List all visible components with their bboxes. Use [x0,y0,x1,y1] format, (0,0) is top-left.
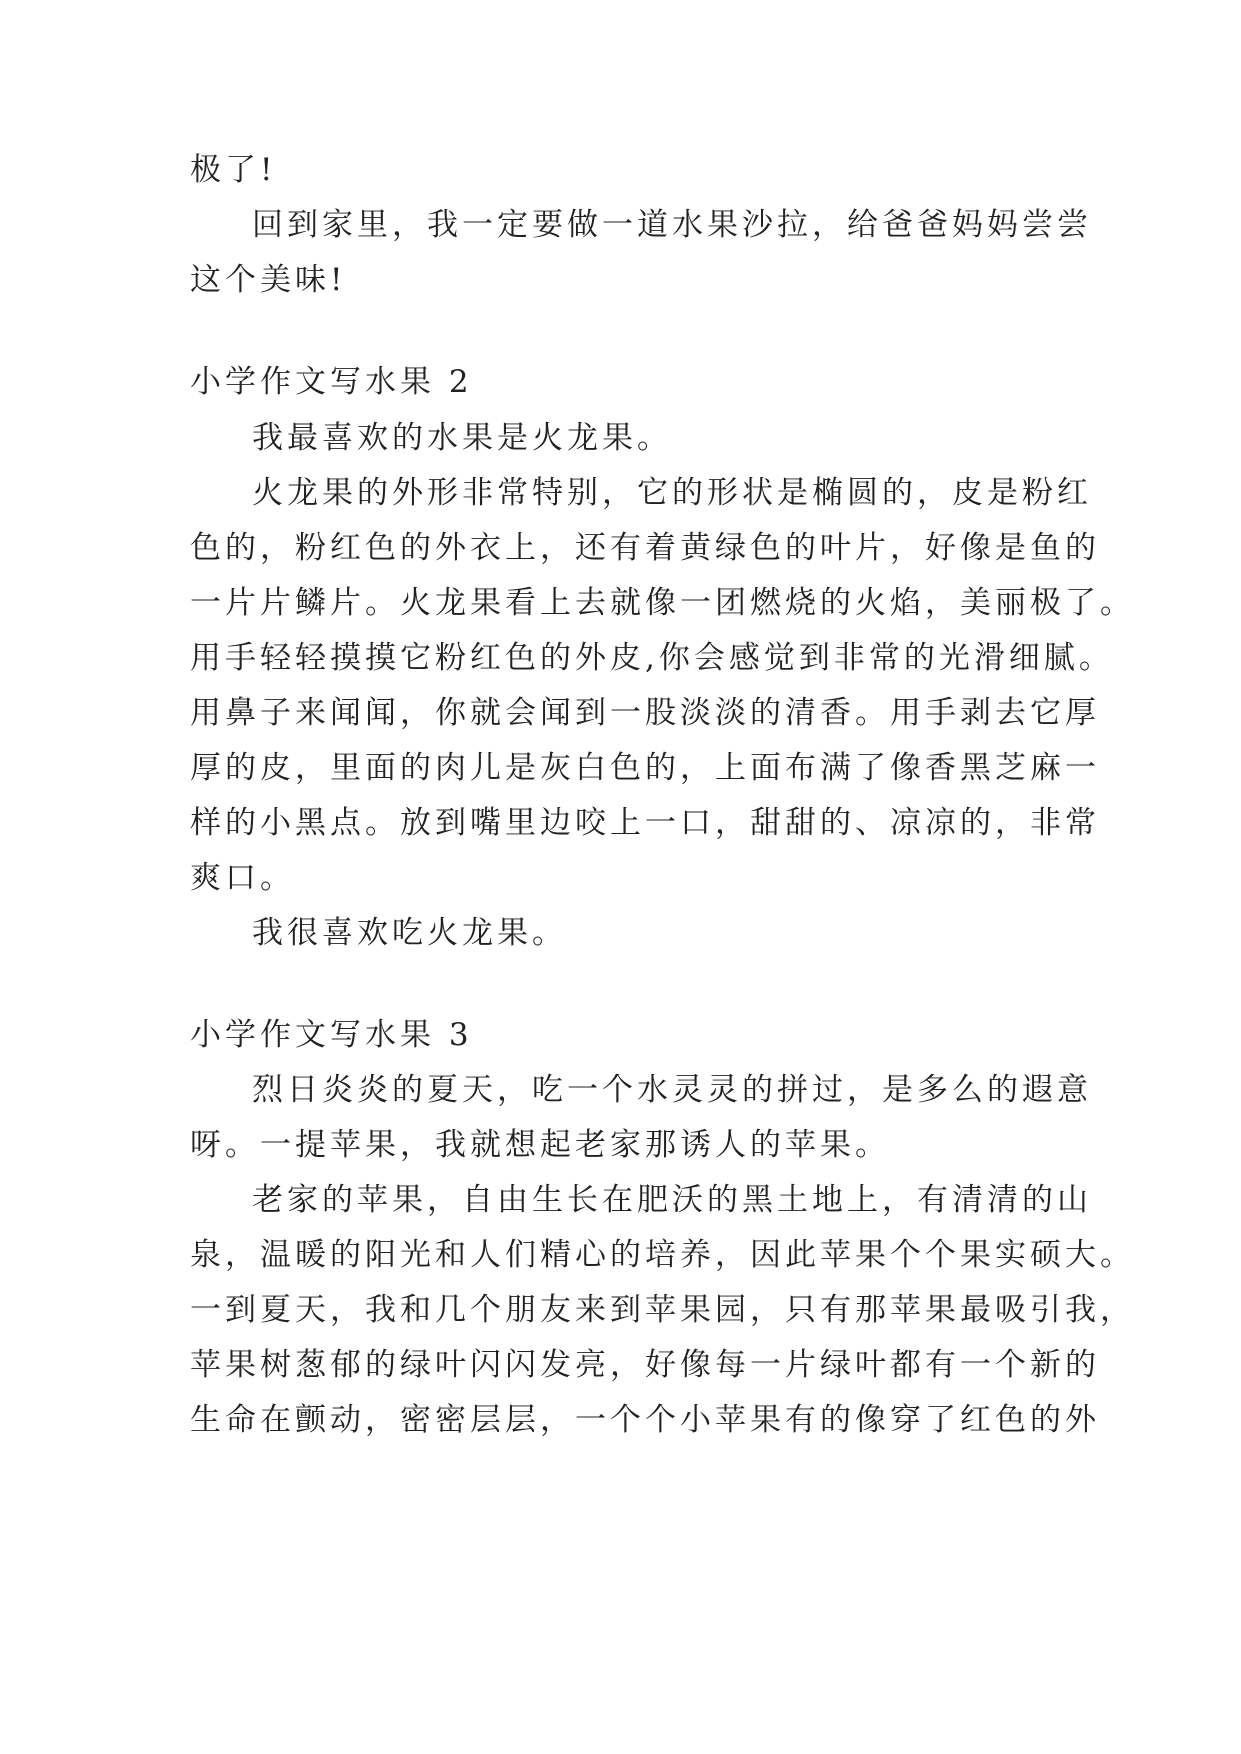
essay3-paragraph2-line: 泉，温暖的阳光和人们精心的培养，因此苹果个个果实硕大。 [190,1237,1135,1273]
essay2-paragraph2-line: 样的小黑点。放到嘴里边咬上一口，甜甜的、凉凉的，非常 [190,805,1100,841]
essay2-paragraph2-line: 厚的皮，里面的肉儿是灰白色的，上面布满了像香黑芝麻一 [190,750,1100,786]
essay3-paragraph2-line: 老家的苹果，自由生长在肥沃的黑土地上，有清清的山 [252,1182,1092,1218]
essay3-paragraph2-line: 苹果树葱郁的绿叶闪闪发亮，好像每一片绿叶都有一个新的 [190,1347,1100,1383]
essay2-paragraph1-line: 我最喜欢的水果是火龙果。 [252,420,672,456]
essay1-last-paragraph-line: 这个美味! [190,262,347,298]
essay3-paragraph1-line: 烈日炎炎的夏天，吃一个水灵灵的拼过，是多么的遐意 [252,1072,1092,1108]
essay3-paragraph1-line: 呀。一提苹果，我就想起老家那诱人的苹果。 [190,1127,890,1163]
essay2-title: 小学作文写水果 2 [190,364,473,400]
essay2-paragraph2-line: 用手轻轻摸摸它粉红色的外皮,你会感觉到非常的光滑细腻。 [190,640,1114,676]
essay2-paragraph2-line: 一片片鳞片。火龙果看上去就像一团燃烧的火焰，美丽极了。 [190,585,1135,621]
essay1-last-paragraph-line: 回到家里，我一定要做一道水果沙拉，给爸爸妈妈尝尝 [252,207,1092,243]
essay2-paragraph2-line: 色的，粉红色的外衣上，还有着黄绿色的叶片，好像是鱼的 [190,530,1100,566]
essay3-paragraph2-line: 生命在颤动，密密层层，一个个小苹果有的像穿了红色的外 [190,1402,1100,1438]
essay3-title: 小学作文写水果 3 [190,1017,473,1053]
essay1-tail-line: 极了! [190,152,277,188]
essay3-paragraph2-line: 一到夏天，我和几个朋友来到苹果园，只有那苹果最吸引我， [190,1292,1135,1328]
essay2-paragraph3-line: 我很喜欢吃火龙果。 [252,915,567,951]
essay2-paragraph2-line: 火龙果的外形非常特别，它的形状是椭圆的，皮是粉红 [252,475,1092,511]
essay2-paragraph2-line: 用鼻子来闻闻，你就会闻到一股淡淡的清香。用手剥去它厚 [190,695,1100,731]
essay2-paragraph2-line: 爽口。 [190,860,295,896]
